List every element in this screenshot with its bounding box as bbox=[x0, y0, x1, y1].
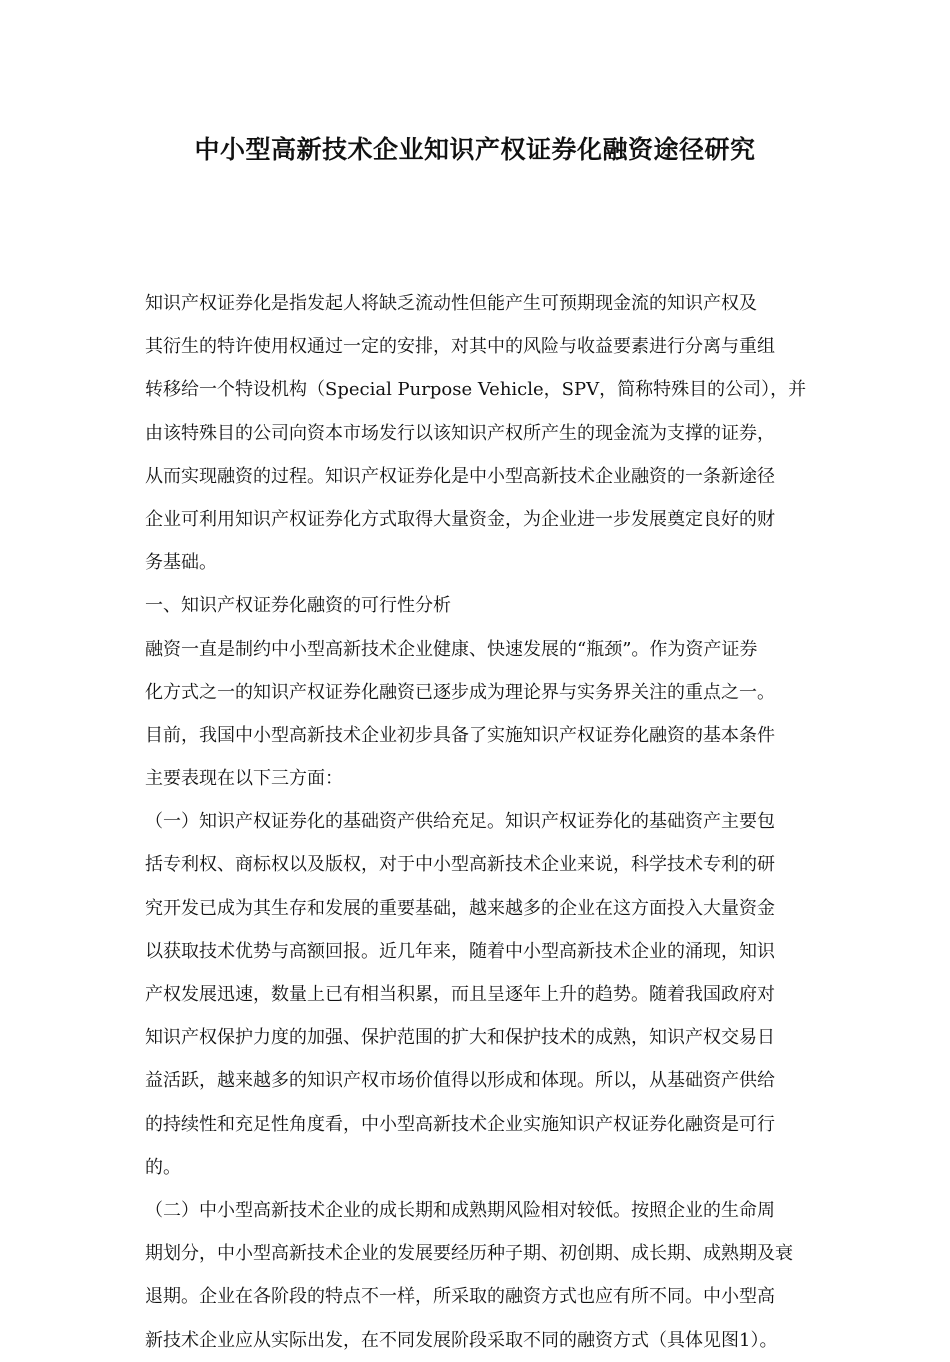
paragraph-line: 的。 bbox=[145, 1156, 181, 1178]
paragraph-line: 从而实现融资的过程。知识产权证券化是中小型高新技术企业融资的一条新途径 bbox=[145, 465, 775, 487]
paragraph-line: 括专利权、商标权以及版权，对于中小型高新技术企业来说，科学技术专利的研 bbox=[145, 854, 775, 876]
paragraph-line: 融资一直是制约中小型高新技术企业健康、快速发展的“瓶颈”。作为资产证券 bbox=[145, 638, 758, 660]
document-title: 中小型高新技术企业知识产权证券化融资途径研究 bbox=[194, 135, 756, 164]
paragraph-line: 目前，我国中小型高新技术企业初步具备了实施知识产权证券化融资的基本条件 bbox=[145, 724, 775, 746]
paragraph-line: 新技术企业应从实际出发，在不同发展阶段采取不同的融资方式（具体见图1）。 bbox=[145, 1329, 778, 1351]
paragraph-line: 企业可利用知识产权证券化方式取得大量资金，为企业进一步发展奠定良好的财 bbox=[145, 508, 775, 530]
paragraph-line: 期划分，中小型高新技术企业的发展要经历种子期、初创期、成长期、成熟期及衰 bbox=[145, 1243, 793, 1265]
paragraph-line: 务基础。 bbox=[145, 552, 217, 574]
paragraph-line: 转移给一个特设机构（Special Purpose Vehicle，SPV，简称特殊目的公司），并 bbox=[145, 379, 807, 401]
paragraph-line: 知识产权证券化是指发起人将缺乏流动性但能产生可预期现金流的知识产权及 bbox=[145, 293, 757, 314]
section-heading: 一、知识产权证券化融资的可行性分析 bbox=[145, 595, 451, 617]
paragraph-line: 究开发已成为其生存和发展的重要基础，越来越多的企业在这方面投入大量资金 bbox=[145, 897, 775, 919]
paragraph-line: 益活跃，越来越多的知识产权市场价值得以形成和体现。所以，从基础资产供给 bbox=[145, 1070, 775, 1092]
paragraph-line: 主要表现在以下三方面： bbox=[145, 768, 343, 790]
paragraph-line: 的持续性和充足性角度看，中小型高新技术企业实施知识产权证券化融资是可行 bbox=[145, 1113, 775, 1135]
document-body bbox=[145, 282, 815, 1362]
paragraph-line: 产权发展迅速，数量上已有相当积累，而且呈逐年上升的趋势。随着我国政府对 bbox=[145, 984, 775, 1005]
paragraph-line: 化方式之一的知识产权证券化融资已逐步成为理论界与实务界关注的重点之一。 bbox=[145, 681, 775, 703]
paragraph-line: （一）知识产权证券化的基础资产供给充足。知识产权证券化的基础资产主要包 bbox=[145, 811, 775, 833]
paragraph-line: （二）中小型高新技术企业的成长期和成熟期风险相对较低。按照企业的生命周 bbox=[145, 1199, 775, 1221]
paragraph-line: 退期。企业在各阶段的特点不一样，所采取的融资方式也应有所不同。中小型高 bbox=[145, 1286, 775, 1308]
paragraph-line: 以获取技术优势与高额回报。近几年来，随着中小型高新技术企业的涌现，知识 bbox=[145, 940, 775, 962]
paragraph-line: 由该特殊目的公司向资本市场发行以该知识产权所产生的现金流为支撑的证券， bbox=[145, 422, 775, 444]
paragraph-line: 知识产权保护力度的加强、保护范围的扩大和保护技术的成熟，知识产权交易日 bbox=[145, 1027, 775, 1049]
paragraph-line: 其衍生的特许使用权通过一定的安排，对其中的风险与收益要素进行分离与重组 bbox=[145, 336, 775, 358]
